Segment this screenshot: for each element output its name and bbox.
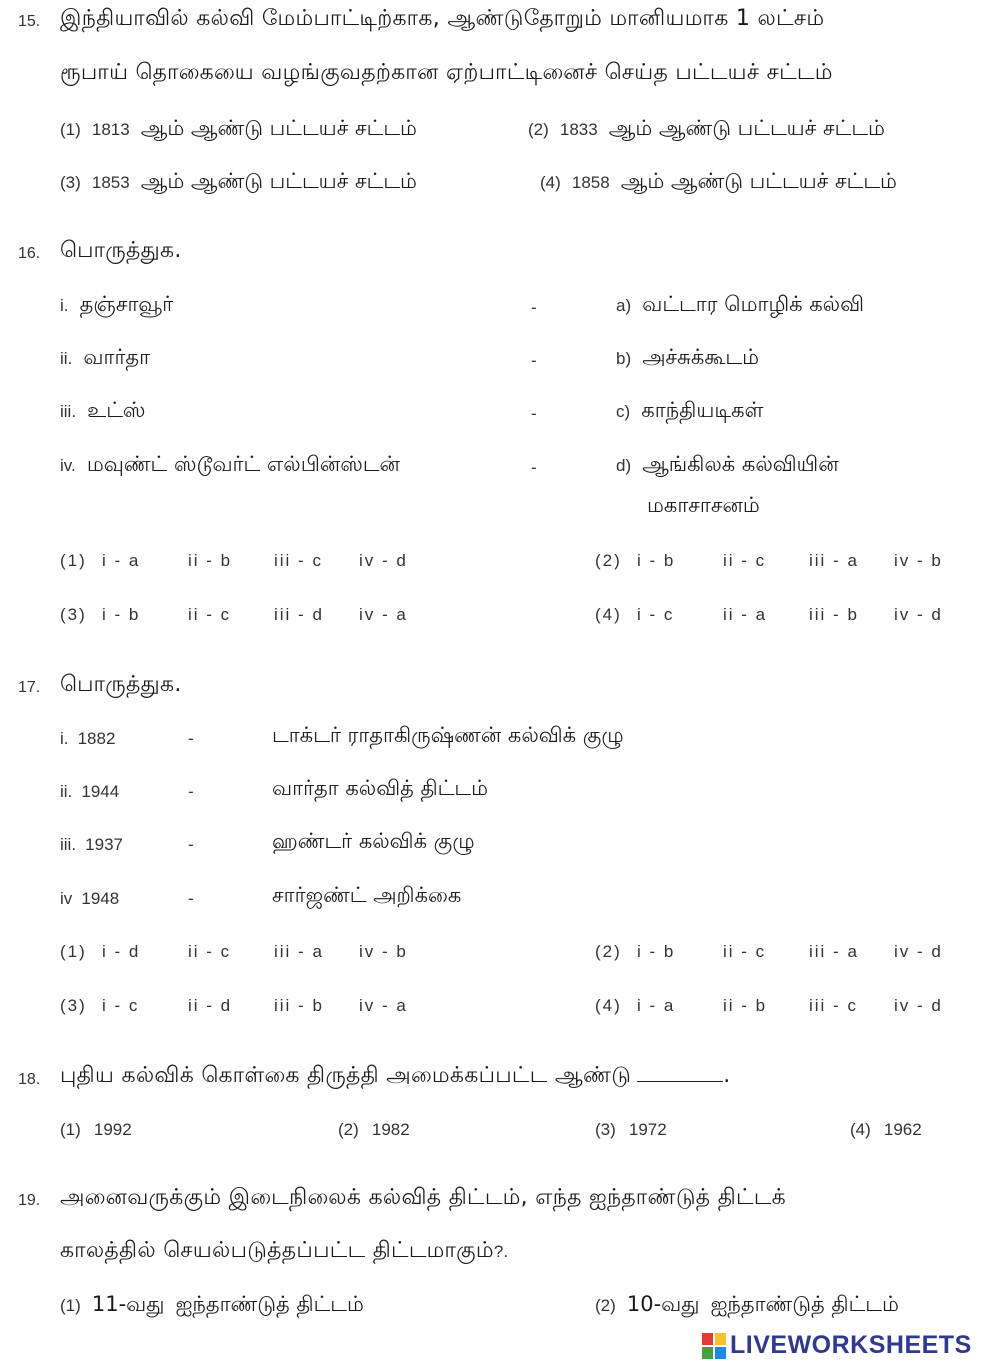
option-label: (3) xyxy=(60,605,87,624)
pair: i - b xyxy=(637,551,676,570)
match-year-item xyxy=(60,889,119,909)
option-label: (2) xyxy=(595,942,622,961)
option-2[interactable] xyxy=(595,551,943,571)
option-2[interactable] xyxy=(338,1120,410,1140)
option-label: (1) xyxy=(60,1120,81,1139)
item-label: iv xyxy=(60,889,73,908)
item-text: ஆங்கிலக் கல்வியின் xyxy=(642,452,839,476)
item-label: ii. xyxy=(60,349,73,368)
match-dash: - xyxy=(531,351,537,370)
pair: iii - b xyxy=(274,996,324,1015)
option-3[interactable] xyxy=(60,996,408,1016)
option-2[interactable] xyxy=(595,942,943,962)
option-year: 1833 xyxy=(559,120,598,139)
option-label: (4) xyxy=(595,996,622,1015)
option-label: (2) xyxy=(338,1120,359,1139)
pair: ii - b xyxy=(188,551,233,570)
question-text-line2-end: ?. xyxy=(493,1242,509,1261)
question-end: . xyxy=(723,1063,731,1088)
answer-blank[interactable] xyxy=(637,1063,723,1082)
question-number: 15. xyxy=(18,13,41,30)
option-4[interactable] xyxy=(540,169,897,196)
pair: iv - b xyxy=(894,551,943,570)
option-text: ஆம் ஆண்டு பட்டயச் சட்டம் xyxy=(140,116,417,140)
match-left-item xyxy=(60,292,173,319)
option-text: 1982 xyxy=(371,1120,410,1139)
question-number: 18. xyxy=(18,1071,41,1088)
option-text: 1962 xyxy=(883,1120,922,1139)
question-text-row xyxy=(60,1063,731,1091)
pair: iv - a xyxy=(359,996,408,1015)
pair: iii - b xyxy=(809,605,859,624)
item-text-continued: மகாசாசனம் xyxy=(647,493,760,517)
item-text: வார்தா xyxy=(83,345,151,369)
liveworksheets-logo-icon xyxy=(702,1333,726,1359)
pair: iii - a xyxy=(809,942,859,961)
option-label: (3) xyxy=(60,173,81,192)
item-label: i. xyxy=(60,296,69,315)
option-year: 1813 xyxy=(91,120,130,139)
question-number: 16. xyxy=(18,245,41,262)
item-text: ஹண்டர் கல்விக் குழு xyxy=(272,829,475,853)
question-number: 17. xyxy=(18,679,41,696)
item-text: உட்ஸ் xyxy=(87,398,146,422)
question-number: 19. xyxy=(18,1192,41,1209)
match-dash: - xyxy=(188,729,194,748)
item-text: அச்சுக்கூடம் xyxy=(642,345,759,369)
question-title: பொருத்துக. xyxy=(60,238,182,263)
logo-square-blue xyxy=(715,1347,726,1359)
option-year: 1858 xyxy=(571,173,610,192)
option-label: (2) xyxy=(595,1296,616,1315)
item-text: காந்தியடிகள் xyxy=(641,398,764,422)
item-label: i. xyxy=(60,729,69,748)
match-dash: - xyxy=(188,835,194,854)
pair: i - b xyxy=(637,942,676,961)
option-number: 10-வது xyxy=(626,1292,700,1316)
option-1[interactable] xyxy=(60,116,417,143)
option-label: (3) xyxy=(595,1120,616,1139)
option-year: 1853 xyxy=(91,173,130,192)
item-text: வார்தா கல்வித் திட்டம் xyxy=(272,776,489,800)
option-4[interactable] xyxy=(595,996,943,1016)
pair: iii - d xyxy=(274,605,324,624)
pair: i - b xyxy=(102,605,141,624)
match-year-item xyxy=(60,729,115,749)
option-2[interactable] xyxy=(595,1292,899,1319)
option-label: (1) xyxy=(60,551,87,570)
option-label: (1) xyxy=(60,120,81,139)
option-1[interactable] xyxy=(60,1292,364,1319)
item-year: 1937 xyxy=(85,835,123,854)
logo-square-yellow xyxy=(715,1333,726,1345)
pair: i - c xyxy=(102,996,140,1015)
item-label: ii. xyxy=(60,782,73,801)
option-text: ஆம் ஆண்டு பட்டயச் சட்டம் xyxy=(140,169,417,193)
option-3[interactable] xyxy=(595,1120,667,1140)
match-right-item xyxy=(616,345,759,372)
pair: iv - d xyxy=(894,942,943,961)
item-label: iv. xyxy=(60,456,76,475)
pair: iii - c xyxy=(274,551,323,570)
option-label: (1) xyxy=(60,1296,81,1315)
pair: ii - c xyxy=(723,942,767,961)
question-text-line2: காலத்தில் செயல்படுத்தப்பட்ட திட்டமாகும் xyxy=(60,1238,494,1263)
logo-square-green xyxy=(702,1347,713,1359)
option-label: (2) xyxy=(528,120,549,139)
item-label: c) xyxy=(616,402,631,421)
option-4[interactable] xyxy=(850,1120,922,1140)
match-left-item xyxy=(60,452,400,479)
match-dash: - xyxy=(531,458,537,477)
option-1[interactable] xyxy=(60,551,408,571)
match-dash: - xyxy=(188,889,194,908)
pair: i - d xyxy=(102,942,141,961)
pair: ii - a xyxy=(723,605,768,624)
pair: iv - a xyxy=(359,605,408,624)
question-text-line2: ரூபாய் தொகையை வழங்குவதற்கான ஏற்பாட்டினைச் செய்த பட்டயச் சட்டம் xyxy=(60,60,833,85)
item-label: b) xyxy=(616,349,632,368)
pair: iii - a xyxy=(809,551,859,570)
item-text: டாக்டர் ராதாகிருஷ்ணன் கல்விக் குழு xyxy=(272,723,624,747)
question-text: புதிய கல்விக் கொள்கை திருத்தி அமைக்கப்பட்ட ஆண்டு xyxy=(60,1063,632,1088)
match-left-item xyxy=(60,398,145,425)
pair: ii - b xyxy=(723,996,768,1015)
match-dash: - xyxy=(531,298,537,317)
option-label: (3) xyxy=(60,996,87,1015)
logo-square-red xyxy=(702,1333,713,1345)
match-right-item xyxy=(616,452,839,479)
item-label: a) xyxy=(616,296,632,315)
pair: iv - d xyxy=(894,996,943,1015)
option-text: ஐந்தாண்டுத் திட்டம் xyxy=(175,1292,364,1316)
pair: iv - d xyxy=(359,551,408,570)
liveworksheets-logo xyxy=(702,1330,994,1362)
option-text: ஐந்தாண்டுத் திட்டம் xyxy=(710,1292,899,1316)
pair: ii - c xyxy=(188,605,232,624)
match-dash: - xyxy=(531,404,537,423)
option-1[interactable] xyxy=(60,1120,132,1140)
match-left-item xyxy=(60,345,150,372)
option-number: 11-வது xyxy=(91,1292,165,1316)
pair: ii - d xyxy=(188,996,233,1015)
option-text: ஆம் ஆண்டு பட்டயச் சட்டம் xyxy=(620,169,897,193)
option-label: (4) xyxy=(540,173,561,192)
item-year: 1948 xyxy=(81,889,120,908)
option-text: ஆம் ஆண்டு பட்டயச் சட்டம் xyxy=(608,116,885,140)
option-text: 1972 xyxy=(628,1120,667,1139)
item-text: மவுண்ட் ஸ்டூவர்ட் எல்பின்ஸ்டன் xyxy=(86,452,400,476)
option-label: (4) xyxy=(850,1120,871,1139)
question-text-line1: அனைவருக்கும் இடைநிலைக் கல்வித் திட்டம், எந்த ஐந்தாண்டுத் திட்டக் xyxy=(60,1185,787,1210)
pair: iv - d xyxy=(894,605,943,624)
item-text: வட்டார மொழிக் கல்வி xyxy=(642,292,864,316)
pair: iii - c xyxy=(809,996,858,1015)
pair: iv - b xyxy=(359,942,408,961)
item-label: d) xyxy=(616,456,632,475)
match-right-item xyxy=(616,292,864,319)
pair: i - a xyxy=(102,551,141,570)
item-year: 1882 xyxy=(77,729,116,748)
option-label: (4) xyxy=(595,605,622,624)
match-year-item xyxy=(60,782,119,802)
item-label: iii. xyxy=(60,402,77,421)
option-label: (2) xyxy=(595,551,622,570)
pair: i - c xyxy=(637,605,675,624)
item-text: தஞ்சாவூர் xyxy=(79,292,174,316)
option-text: 1992 xyxy=(93,1120,132,1139)
question-title: பொருத்துக. xyxy=(60,672,182,697)
pair: ii - c xyxy=(188,942,232,961)
option-4[interactable] xyxy=(595,605,943,625)
option-3[interactable] xyxy=(60,169,417,196)
option-1[interactable] xyxy=(60,942,408,962)
item-label: iii. xyxy=(60,835,77,854)
option-label: (1) xyxy=(60,942,87,961)
pair: ii - c xyxy=(723,551,767,570)
question-text-line1: இந்தியாவில் கல்வி மேம்பாட்டிற்காக, ஆண்டுதோறும் மானியமாக 1 லட்சம் xyxy=(60,6,825,31)
pair: iii - a xyxy=(274,942,324,961)
match-year-item xyxy=(60,835,123,855)
liveworksheets-logo-text: LIVEWORKSHEETS xyxy=(730,1331,972,1359)
match-right-item xyxy=(616,398,763,425)
pair: i - a xyxy=(637,996,676,1015)
option-3[interactable] xyxy=(60,605,408,625)
item-year: 1944 xyxy=(81,782,120,801)
item-text: சார்ஜண்ட் அறிக்கை xyxy=(272,883,462,907)
option-2[interactable] xyxy=(528,116,885,143)
match-dash: - xyxy=(188,782,194,801)
question-text-line2-row xyxy=(60,1238,508,1266)
